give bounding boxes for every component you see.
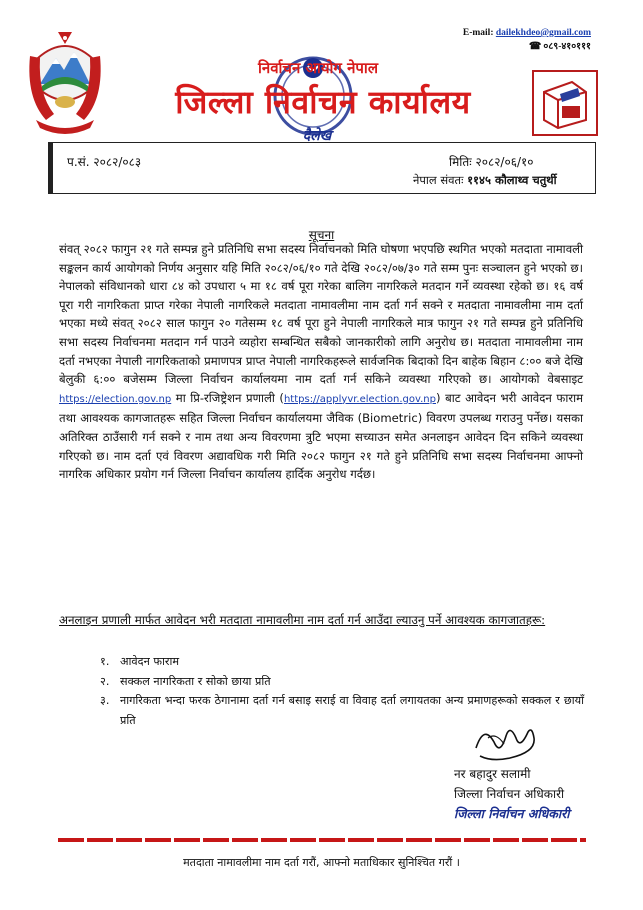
list-item-text: नागरिकता भन्दा फरक ठेगानामा दर्ता गर्न बसाइ सराई वा विवाह दर्ता लगायतका अन्य प्रमाणहरूको सक्कल र छायाँ प्रति	[120, 694, 584, 727]
list-item-number: ३.	[100, 694, 110, 707]
signature-block	[454, 764, 569, 824]
signer-name: नर बहादुर सलामी	[454, 767, 531, 781]
footer-slogan: मतदाता नामावलीमा नाम दर्ता गरौं, आफ्नो मताधिकार सुनिश्चित गरौं ।	[183, 856, 460, 869]
notice-body-part2: मा प्रि-रजिष्ट्रेशन प्रणाली (	[175, 390, 284, 405]
notice-body-part3: ) बाट आवेदन भरी आवेदन फाराम तथा आवश्यक कागजातहरू सहित जिल्ला निर्वाचन कार्यालयमा जैविक (Biometric) विवरण उपलब्ध गराउनु पर्नेछ। यसका अतिरिक्त ठाउँसारी गर्न सक्ने र नाम तथा अन्य विवरणमा त्रुटि भएमा सच्याउन समेत अनलाइन आवेदन दिन सकिने व्यवस्था गरिएको छ। नाम दर्ता एवं विवरण अद्यावधिक गरी मिति २०८२ फागुन २१ गते हुने प्रतिनिधि सभा सदस्य निर्वाचनमा आफ्नो नागरिक अधिकार प्रयोग गर्न जिल्ला निर्वाचन कार्यालय हार्दिक अनुरोध गर्दछ।	[59, 390, 583, 482]
nepal-sambat	[413, 173, 557, 188]
reference-box	[48, 142, 596, 194]
handwritten-signature	[470, 718, 540, 766]
nepal-sambat-label: नेपाल संवतः	[413, 173, 464, 187]
contact-info	[463, 26, 591, 54]
reference-number: प.सं. २०८२/०८३	[67, 155, 142, 169]
signer-designation: जिल्ला निर्वाचन अधिकारी	[454, 787, 565, 801]
notice-body	[59, 240, 583, 484]
list-item-number: २.	[100, 674, 110, 688]
list-item	[100, 652, 584, 672]
footer-divider	[58, 838, 586, 842]
election-website-link[interactable]: https://election.gov.np	[59, 393, 172, 405]
phone-number: ०८९-४१०१११	[543, 42, 591, 52]
commission-name: निर्वाचन आयोग नेपाल	[258, 59, 378, 77]
nepal-sambat-value: ११४५ कौलाथ्व चतुर्थी	[467, 173, 557, 187]
list-item-text: आवेदन फाराम	[120, 655, 180, 668]
list-item-number: १.	[100, 655, 110, 668]
nepal-emblem-icon	[24, 28, 106, 140]
notice-title: सूचना	[308, 228, 335, 242]
ballot-box-icon	[532, 70, 598, 136]
signer-stamp: जिल्ला निर्वाचन अधिकारी	[454, 806, 570, 821]
list-item-text: सक्कल नागरिकता र सोको छाया प्रति	[120, 674, 271, 688]
list-item	[100, 672, 584, 692]
requirements-heading: अनलाइन प्रणाली मार्फत आवेदन भरी मतदाता नामावलीमा नाम दर्ता गर्न आउँदा ल्याउनु पर्ने आवश्यक कागजातहरू:	[59, 613, 546, 627]
district-name: दैलेख	[302, 128, 332, 144]
notice-body-part1: संवत् २०८२ फागुन २१ गते सम्पन्न हुने प्रतिनिधि सभा सदस्य निर्वाचनको मिति घोषणा भएपछि स्थगित भएको मतदाता नामावली सङ्कलन कार्य आयोगको निर्णय अनुसार यहि मिति २०८२/०६/१० गते देखि २०८२/०७/३० गते सम्म पुनः सञ्चालन हुने भएको छ। नेपालको संविधानको धारा ८४ को उपधारा ५ मा १८ वर्ष पूरा गरेका बालिग नागरिकले मतदान गर्ने व्यवस्था रहेको छ। १६ वर्ष पूरा गरी नागरिकता प्राप्त गरेका नेपाली नागरिकले मतदाता नामावलीमा नाम दर्ता गर्न सक्ने र मतदाता नामावलीमा नाम दर्ता भएका मध्ये संवत् २०८२ साल फागुन २० गतेसम्म १८ वर्ष पूरा हुने नेपाली नागरिकले मात्र फागुन २१ गते सम्पन्न हुने प्रतिनिधि सभा सदस्य निर्वाचनमा मतदान गर्न पाउने व्यहोरा सम्बन्धित सबैको जानकारीको लागि अनुरोध छ। मतदाता नामावलीमा नाम दर्ता नभएका नेपाली नागरिकताको प्रमाणपत्र प्राप्त नेपाली नागरिकहरूले सार्वजनिक बिदाको दिन बाहेक बिहान ८:०० बजे देखि बेलुकी ६:०० बजेसम्म जिल्ला निर्वाचन कार्यालयमा नाम दर्ता गर्न सकिने व्यवस्था गरिएको छ। आयोगको वेबसाइट	[59, 242, 583, 387]
telephone-icon: ☎	[528, 41, 542, 52]
email-label: E-mail:	[462, 28, 494, 38]
email-link[interactable]: dailekhdeo@gmail.com	[495, 28, 591, 38]
letter-date: मितिः २०८२/०६/१०	[449, 155, 534, 169]
applyvr-link[interactable]: https://applyvr.election.gov.np	[283, 393, 436, 405]
office-name: जिल्ला निर्वाचन कार्यालय	[175, 83, 471, 121]
